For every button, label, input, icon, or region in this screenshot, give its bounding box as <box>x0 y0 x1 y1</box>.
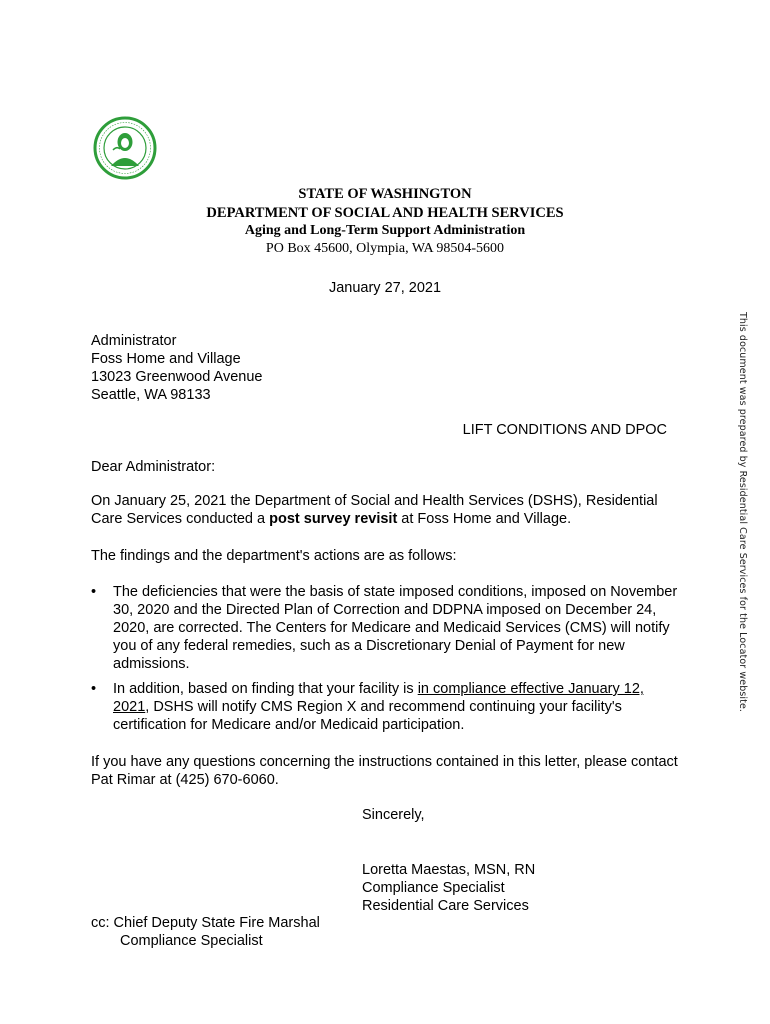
letter-date: January 27, 2021 <box>328 280 442 296</box>
list-item-text: In addition, based on finding that your facility is <box>113 681 418 697</box>
recipient-line: Foss Home and Village <box>91 351 241 367</box>
closing: Sincerely, <box>362 807 425 823</box>
recipient-address <box>91 332 262 404</box>
signer-title: Compliance Specialist <box>362 880 505 896</box>
bullet-marker: • <box>91 681 97 697</box>
letterhead-department: DEPARTMENT OF SOCIAL AND HEALTH SERVICES <box>206 205 564 221</box>
paragraph-text: at Foss Home and Village. <box>397 511 572 527</box>
list-item <box>91 583 681 673</box>
bullet-marker: • <box>91 584 97 600</box>
list-item-text: , DSHS will notify CMS Region X and recommend continuing your facility's certification for Medicare and/or Medicaid participation. <box>113 699 622 733</box>
letterhead-state: STATE OF WASHINGTON <box>298 186 472 202</box>
signature-block <box>362 861 535 915</box>
paragraph-contact: If you have any questions concerning the instructions contained in this letter, please contact Pat Rimar at (425) 670-6060. <box>91 754 678 788</box>
cc-list <box>91 914 320 950</box>
paragraph-findings-intro: The findings and the department's actions are as follows: <box>91 548 457 564</box>
cc-line: cc: Chief Deputy State Fire Marshal <box>91 915 320 931</box>
signer-name: Loretta Maestas, MSN, RN <box>362 862 536 878</box>
recipient-line: Seattle, WA 98133 <box>91 387 211 403</box>
underlined-phrase: in compliance effective January 12, 2021 <box>113 681 644 715</box>
salutation: Dear Administrator: <box>91 459 216 475</box>
washington-state-seal-icon <box>93 116 157 180</box>
letterhead-administration: Aging and Long-Term Support Administration <box>244 223 526 238</box>
letter-subject: LIFT CONDITIONS AND DPOC <box>462 422 667 438</box>
recipient-line: Administrator <box>91 333 177 349</box>
list-item-text: The deficiencies that were the basis of state imposed conditions, imposed on November 30, 2020 and the Directed Plan of Correction and DDPNA imposed on December 24, 2020, are corrected. The Centers for Medicare and Medicaid Services (CMS) will notify you of any federal remedies, such as a Discretionary Denial of Payment for new admissions. <box>113 584 678 672</box>
recipient-line: 13023 Greenwood Avenue <box>91 369 263 385</box>
bold-phrase: post survey revisit <box>269 511 398 527</box>
letterhead-address: PO Box 45600, Olympia, WA 98504-5600 <box>265 241 505 256</box>
cc-line: Compliance Specialist <box>120 933 263 949</box>
signer-unit: Residential Care Services <box>362 898 529 914</box>
side-disclaimer-text: This document was prepared by Residential Care Services for the Locator website. <box>737 312 748 713</box>
side-disclaimer <box>737 312 757 712</box>
paragraph-survey <box>91 492 681 528</box>
paragraph-text: On January 25, 2021 the Department of Social and Health Services (DSHS), Residential Care Services conducted a <box>91 493 658 527</box>
list-item <box>91 680 681 734</box>
findings-list <box>91 583 681 741</box>
